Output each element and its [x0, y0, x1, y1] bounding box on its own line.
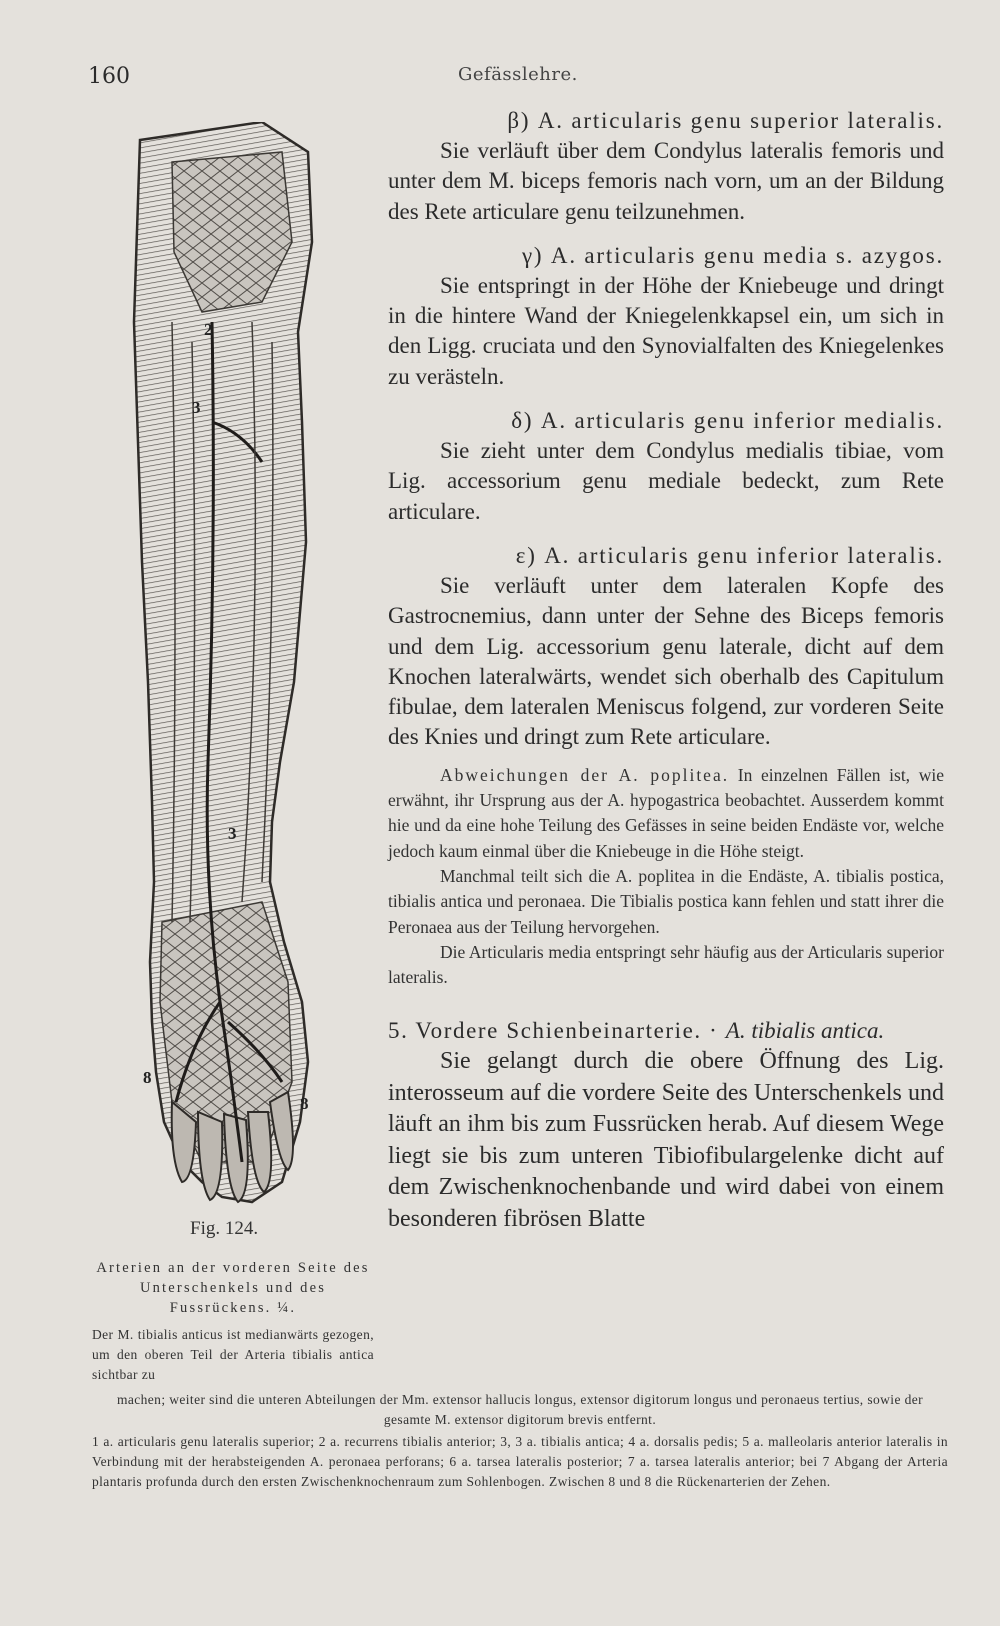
variations-lead: Abweichungen der A. poplitea.	[440, 764, 730, 785]
figure-label: 8	[143, 1068, 152, 1087]
figure-label: 3	[192, 398, 201, 417]
variations-paragraph	[388, 763, 944, 864]
section-text-beta: Sie verläuft über dem Condylus lateralis femoris und unter dem M. biceps femoris nach vorn, um an der Bildung des Rete articulare genu teilzunehmen.	[388, 138, 944, 224]
section-heading-gamma: γ) A. articularis genu media s. azygos.	[521, 242, 944, 268]
variations-text: In einzelnen Fällen ist, wie erwähnt, ihr Ursprung aus der A. hypogastrica beobachtet. Ausserdem kommt hie und da eine hohe Teilung des Gefässes in seine beiden Endäste vor, welche jedoch kaum einmal über die Kniebeuge in die Höhe steigt.	[388, 764, 944, 861]
section-heading-beta: β) A. articularis genu superior lateralis.	[507, 108, 944, 133]
figure-caption: Der M. tibialis anticus ist medianwärts gezogen, um den oberen Teil der Arteria tibialis antica sichtbar zu	[92, 1327, 374, 1382]
figure-label: 8	[300, 1094, 309, 1113]
main-text-column	[388, 106, 944, 1235]
leg-arteries-illustration	[112, 122, 342, 1210]
figure-label: 2	[204, 320, 213, 339]
heading-separator: ·	[701, 1018, 726, 1044]
figure-title: Arterien an der vorderen Seite des Unterschenkels und des Fussrückens. ¼.	[96, 1260, 370, 1316]
figure-legend: 1 a. articularis genu lateralis superior; 2 a. recurrens tibialis anterior; 3, 3 a. tibialis antica; 4 a. dorsalis pedis; 5 a. malleolaris anterior lateralis in Verbindung mit der herabsteigenden A. peronaea perforans; 6 a. tarsea lateralis posterior; 7 a. tarsea lateralis anterior; bei 7 Abgang der Arteria plantaris profunda durch den ersten Zwischenknochenraum zum Sohlenbogen. Zwischen 8 und 8 die Rückenarterien der Zehen.	[92, 1434, 948, 1489]
section-heading-epsilon: ε) A. articularis genu inferior lateralis.	[515, 542, 944, 568]
page-number: 160	[88, 64, 130, 89]
running-title: Gefässlehre.	[458, 64, 578, 85]
figure-label: 3	[228, 824, 237, 843]
section-heading-delta: δ) A. articularis genu inferior medialis.	[511, 408, 944, 434]
section-text-delta: Sie zieht unter dem Condylus medialis tibiae, vom Lig. accessorium genu mediale bedeckt, zum Rete articulare.	[388, 438, 944, 524]
section-5-heading-latin: A. tibialis antica.	[725, 1018, 885, 1044]
section-5-heading-text: 5. Vordere Schienbeinarterie.	[388, 1018, 702, 1044]
section-5-heading	[388, 1016, 944, 1046]
variations-paragraph-3: Die Articularis media entspringt sehr häufig aus der Articularis superior lateralis.	[388, 941, 944, 988]
section-text-epsilon: Sie verläuft unter dem lateralen Kopfe des Gastrocnemius, dann unter der Sehne des Biceps femoris und dem Lig. accessorium genu laterale, dicht auf dem Knochen lateralwärts, wendet sich oberhalb des Capitulum fibulae, dem lateralen Meniscus folgend, zur vorderen Seite des Knies und dringt zum Rete articulare.	[388, 572, 944, 750]
variations-paragraph-2: Manchmal teilt sich die A. poplitea in die Endäste, A. tibialis postica, tibialis antica und peronaea. Die Tibialis postica kann fehlen und statt ihrer die Peronaea aus der Teilung hervorgehen.	[388, 865, 944, 937]
section-text-gamma: Sie entspringt in der Höhe der Kniebeuge und dringt in die hintere Wand der Kniegelenkkapsel ein, um sich in den Ligg. cruciata und den Synovialfalten des Kniegelenkes zu verästeln.	[388, 272, 944, 389]
figure-number: Fig. 124.	[190, 1218, 259, 1239]
section-5-text: Sie gelangt durch die obere Öffnung des Lig. interosseum auf die vordere Seite des Unterschenkels und läuft an ihm bis zum Fussrücken herab. Auf diesem Wege liegt sie bis zum unteren Tibiofibulargelenke dicht auf dem Zwischenknochenbande und wird dabei von einem besonderen fibrösen Blatte	[388, 1048, 944, 1232]
figure-caption-continued: machen; weiter sind die unteren Abteilungen der Mm. extensor hallucis longus, extensor digitorum longus und peronaeus tertius, sowie der gesamte M. extensor digitorum brevis entfernt.	[116, 1392, 924, 1427]
